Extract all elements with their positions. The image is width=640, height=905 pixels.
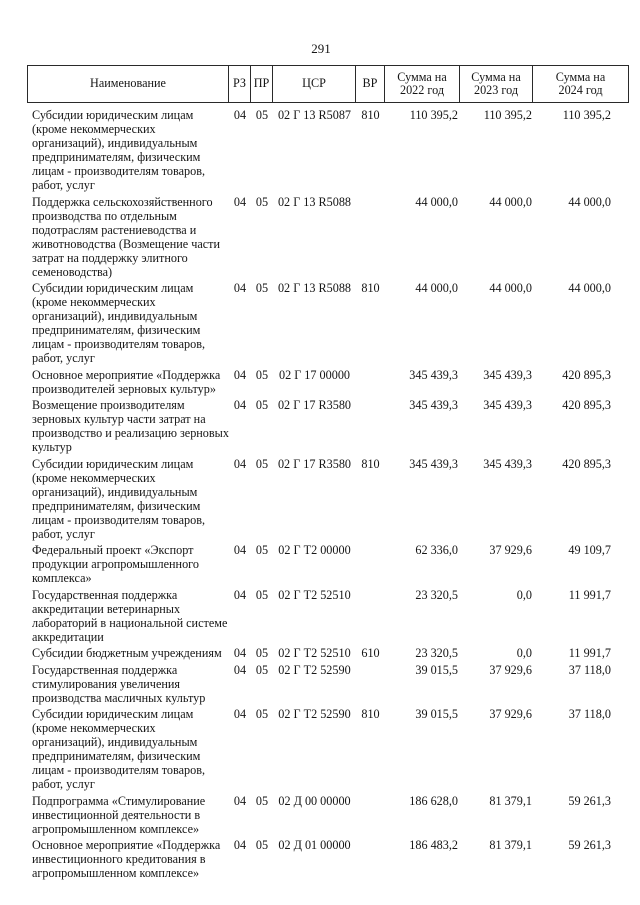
header-vr-label: ВР: [362, 76, 378, 91]
row-sum-2024: 37 118,0: [568, 707, 611, 721]
row-csr: 02 Г Т2 52510: [278, 646, 351, 660]
row-rz: 04: [233, 662, 247, 677]
row-name: Подпрограмма «Стимулирование инвестиционной деятельности в агропромышленном комплексе»: [32, 793, 206, 836]
row-sum-2024: 420 895,3: [562, 456, 611, 471]
row-sum-2024: 44 000,0: [568, 194, 611, 209]
row-sum-2022: 39 015,5: [415, 707, 458, 721]
table-row: [27, 108, 629, 192]
table-header: [27, 65, 629, 103]
header-sum-2024: [533, 66, 629, 102]
row-csr: 02 Д 00 00000: [278, 793, 351, 808]
table-row: [27, 398, 629, 454]
row-sum-2024: 11 991,7: [568, 587, 611, 602]
row-csr: 02 Г 13 R5088: [277, 281, 352, 295]
row-rz: 04: [233, 587, 247, 602]
row-csr: 02 Г Т2 52590: [278, 707, 351, 721]
row-csr: 02 Г 17 R3580: [277, 398, 352, 412]
row-name: Возмещение производителям зерновых культур части затрат на производство и реализацию зерновых культур: [32, 398, 229, 454]
table-row: [27, 663, 629, 705]
row-csr: 02 Г Т2 52510: [278, 587, 351, 602]
row-rz: 04: [233, 194, 247, 209]
header-year: 2022 год: [399, 83, 445, 97]
row-sum-2023: 345 439,3: [483, 367, 532, 382]
row-sum-2023: 37 929,6: [489, 543, 532, 557]
row-pr: 05: [255, 398, 269, 412]
row-sum-2023: 345 439,3: [483, 456, 532, 471]
row-sum-2024: 420 895,3: [562, 398, 611, 412]
table-row: [27, 588, 629, 644]
row-vr: [356, 398, 385, 454]
row-pr: 05: [255, 662, 269, 677]
header-year: 2023 год: [473, 83, 519, 97]
row-sum-2023: 0,0: [516, 587, 532, 602]
row-pr: 05: [255, 367, 269, 382]
row-rz: 04: [233, 543, 247, 557]
row-name: Субсидии бюджетным учреждениям: [32, 646, 222, 660]
row-sum-2024: 11 991,7: [568, 646, 611, 660]
row-sum-2023: 81 379,1: [489, 838, 532, 852]
row-name: Субсидии юридическим лицам (кроме некоммерческих организаций), индивидуальным предпринимателям, физическим лицам - производителям товаров, работ, услуг: [32, 456, 206, 541]
row-name: Поддержка сельскохозяйственного производства по отдельным подотраслям растениеводства и животноводства (Возмещение части затрат на поддержку элитного семеноводства): [32, 194, 221, 279]
row-sum-2022: 39 015,5: [415, 662, 458, 677]
row-csr: 02 Г Т2 00000: [278, 543, 351, 557]
row-sum-2024: 420 895,3: [562, 367, 611, 382]
header-sum-2023: [460, 66, 533, 102]
table-row: [27, 838, 629, 880]
row-sum-2023: 44 000,0: [489, 281, 532, 295]
row-vr: 610: [361, 646, 380, 660]
row-name: Основное мероприятие «Поддержка инвестиционного кредитования в агропромышленном комплексе»: [32, 838, 221, 880]
row-name: Федеральный проект «Экспорт продукции агропромышленного комплекса»: [32, 543, 199, 585]
row-sum-2024: 44 000,0: [568, 281, 611, 295]
row-pr: 05: [255, 281, 269, 295]
row-vr: [356, 794, 385, 836]
row-rz: 04: [233, 398, 247, 412]
row-rz: 04: [233, 646, 247, 660]
row-rz: 04: [233, 456, 247, 471]
row-sum-2023: 37 929,6: [489, 707, 532, 721]
table-row: [27, 794, 629, 836]
row-sum-2022: 186 483,2: [409, 838, 458, 852]
row-csr: 02 Г Т2 52590: [278, 662, 351, 677]
row-pr: 05: [255, 587, 269, 602]
row-name: Основное мероприятие «Поддержка производителей зерновых культур»: [32, 367, 221, 396]
row-sum-2024: 49 109,7: [568, 543, 611, 557]
row-vr: 810: [361, 281, 380, 295]
header-sum-label: Сумма на: [397, 69, 447, 84]
row-rz: 04: [233, 793, 247, 808]
header-sum-label: Сумма на: [471, 69, 521, 84]
row-vr: [356, 663, 385, 705]
header-csr: [273, 66, 356, 102]
row-rz: 04: [233, 707, 247, 721]
row-vr: [356, 838, 385, 880]
row-sum-2023: 44 000,0: [489, 194, 532, 209]
row-sum-2022: 345 439,3: [409, 456, 458, 471]
row-sum-2022: 62 336,0: [415, 543, 458, 557]
budget-table: [27, 65, 629, 883]
row-sum-2022: 186 628,0: [409, 793, 458, 808]
header-pr: [251, 66, 273, 102]
row-name: Субсидии юридическим лицам (кроме некоммерческих организаций), индивидуальным предпринимателям, физическим лицам - производителям товаров, работ, услуг: [32, 281, 206, 365]
row-name: Государственная поддержка стимулирования увеличения производства масличных культур: [32, 662, 206, 705]
table-row: [27, 281, 629, 365]
table-row: [27, 368, 629, 396]
row-pr: 05: [255, 793, 269, 808]
row-name: Государственная поддержка аккредитации ветеринарных лабораторий в национальной системе аккредитации: [32, 587, 228, 644]
row-sum-2022: 110 395,2: [409, 108, 458, 122]
header-rz: [229, 66, 251, 102]
row-pr: 05: [255, 707, 269, 721]
row-rz: 04: [233, 838, 247, 852]
row-sum-2024: 37 118,0: [568, 662, 611, 677]
row-vr: [356, 195, 385, 279]
table-row: [27, 543, 629, 585]
row-sum-2022: 23 320,5: [415, 587, 458, 602]
row-vr: 810: [361, 707, 380, 721]
row-sum-2024: 110 395,2: [562, 108, 611, 122]
header-pr-label: ПР: [253, 76, 270, 91]
row-sum-2022: 345 439,3: [409, 398, 458, 412]
table-row: [27, 707, 629, 791]
row-pr: 05: [255, 194, 269, 209]
row-pr: 05: [255, 108, 269, 122]
row-pr: 05: [255, 646, 269, 660]
row-vr: [356, 368, 385, 396]
row-name: Субсидии юридическим лицам (кроме некоммерческих организаций), индивидуальным предпринимателям, физическим лицам - производителям товаров, работ, услуг: [32, 707, 206, 791]
header-vr: [356, 66, 385, 102]
row-vr: 810: [361, 456, 380, 471]
header-name-label: Наименование: [90, 76, 166, 91]
header-csr-label: ЦСР: [302, 76, 326, 91]
row-csr: 02 Г 13 R5088: [277, 194, 352, 209]
row-csr: 02 Г 17 R3580: [277, 456, 352, 471]
header-name: [28, 66, 229, 102]
row-csr: 02 Г 17 00000: [278, 367, 351, 382]
row-sum-2023: 37 929,6: [489, 662, 532, 677]
table-row: [27, 195, 629, 279]
row-sum-2023: 0,0: [516, 646, 532, 660]
row-name: Субсидии юридическим лицам (кроме некоммерческих организаций), индивидуальным предпринимателям, физическим лицам - производителям товаров, работ, услуг: [32, 108, 206, 192]
row-rz: 04: [233, 367, 247, 382]
row-sum-2023: 81 379,1: [489, 793, 532, 808]
row-pr: 05: [255, 543, 269, 557]
row-sum-2023: 345 439,3: [483, 398, 532, 412]
row-pr: 05: [255, 456, 269, 471]
row-pr: 05: [255, 838, 269, 852]
header-sum-label: Сумма на: [555, 69, 606, 84]
row-vr: [356, 588, 385, 644]
row-sum-2022: 44 000,0: [415, 281, 458, 295]
row-sum-2022: 44 000,0: [415, 194, 458, 209]
row-sum-2024: 59 261,3: [568, 793, 611, 808]
row-sum-2024: 59 261,3: [568, 838, 611, 852]
row-csr: 02 Д 01 00000: [278, 838, 351, 852]
row-sum-2023: 110 395,2: [483, 108, 532, 122]
header-rz-label: РЗ: [232, 76, 247, 91]
row-vr: 810: [361, 108, 380, 122]
row-sum-2022: 23 320,5: [415, 646, 458, 660]
row-csr: 02 Г 13 R5087: [277, 108, 352, 122]
table-row: [27, 457, 629, 541]
header-year: 2024 год: [558, 83, 603, 97]
table-row: [27, 646, 629, 660]
table-body: [27, 103, 629, 880]
row-vr: [356, 543, 385, 585]
row-rz: 04: [233, 108, 247, 122]
page-number: 291: [311, 41, 331, 56]
row-rz: 04: [233, 281, 247, 295]
header-sum-2022: [385, 66, 460, 102]
row-sum-2022: 345 439,3: [409, 367, 458, 382]
